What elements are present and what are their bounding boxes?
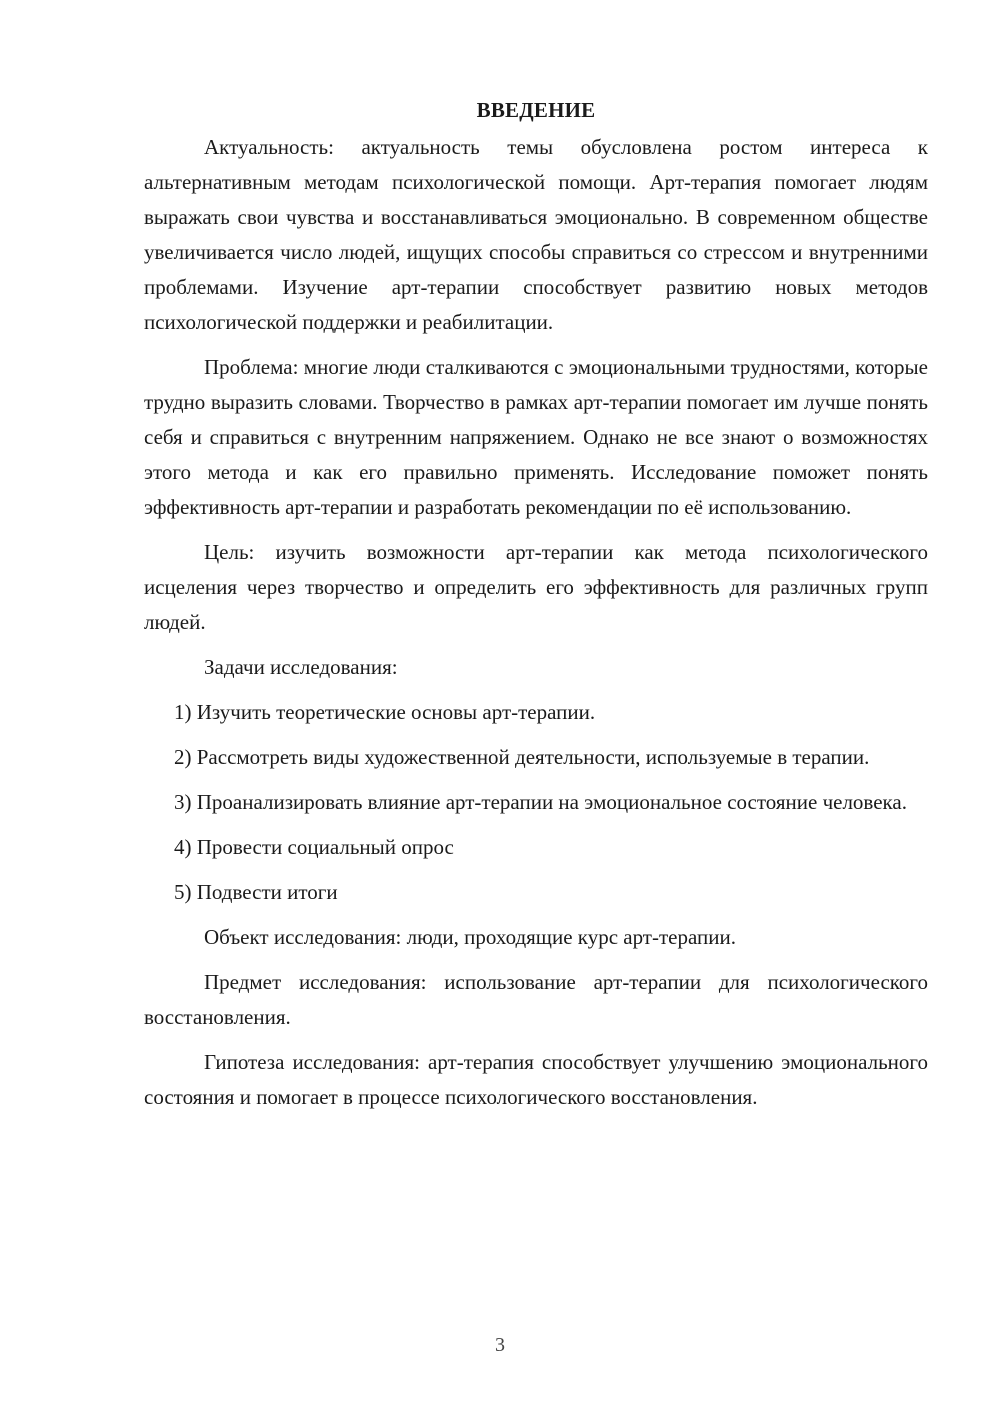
document-page [144,96,928,1125]
goal-paragraph: Цель: изучить возможности арт-терапии как метода психологического исцеления через творчество и определить его эффективность для различных групп людей. [144,540,928,634]
problem-paragraph: Проблема: многие люди сталкиваются с эмоциональными трудностями, которые трудно выразить словами. Творчество в рамках арт-терапии помогает им лучше понять себя и справиться с внутренним напряжением. Однако не все знают о возможностях этого метода и как его правильно применять. Исследование поможет понять эффективность арт-терапии и разработать рекомендации по её использованию. [144,355,928,519]
relevance-paragraph: Актуальность: актуальность темы обусловлена ростом интереса к альтернативным методам психологической помощи. Арт-терапия помогает людям выражать свои чувства и восстанавливаться эмоционально. В современном обществе увеличивается число людей, ищущих способы справиться со стрессом и внутренними проблемами. Изучение арт-терапии способствует развитию новых методов психологической поддержки и реабилитации. [144,135,928,334]
tasks-heading: Задачи исследования: [204,655,398,679]
subject-paragraph: Предмет исследования: использование арт-терапии для психологического восстановления. [144,970,928,1029]
hypothesis-paragraph: Гипотеза исследования: арт-терапия способствует улучшению эмоционального состояния и помогает в процессе психологического восстановления. [144,1050,928,1109]
task-item: 4) Провести социальный опрос [174,835,454,859]
task-item: 3) Проанализировать влияние арт-терапии на эмоциональное состояние человека. [174,790,908,814]
section-title: ВВЕДЕНИЕ [476,98,596,122]
object-paragraph: Объект исследования: люди, проходящие курс арт-терапии. [204,925,736,949]
task-item: 5) Подвести итоги [174,880,338,904]
task-item: 2) Рассмотреть виды художественной деятельности, используемые в терапии. [174,745,870,769]
task-item: 1) Изучить теоретические основы арт-терапии. [174,700,596,724]
page-number: 3 [495,1334,505,1356]
